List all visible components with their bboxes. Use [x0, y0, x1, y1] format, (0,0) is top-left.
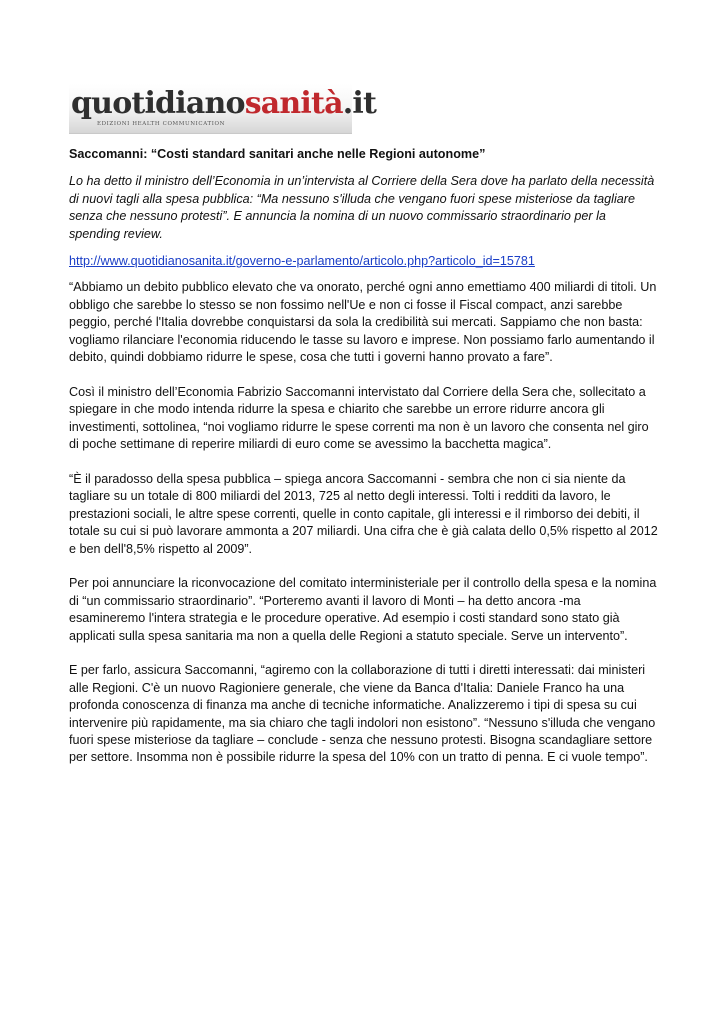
article — [69, 146, 659, 784]
article-paragraph-2: Così il ministro dell’Economia Fabrizio Saccomanni intervistato dal Corriere della Sera che, sollecitato a spiegare in che modo intenda ridurre la spesa e chiarito che sarebbe un errore ridurre ancora gli investimenti, sottolinea, “noi vogliamo ridurre le spese correnti ma non è un lavoro che consenta nel giro di poche settimane di reperire miliardi di euro come se avessimo la bacchetta magica”. — [69, 384, 649, 452]
logo-tagline: EDIZIONI HEALTH COMMUNICATION — [97, 121, 226, 127]
logo-wordmark — [71, 88, 376, 120]
logo-part-it: .it — [342, 86, 377, 121]
article-title: Saccomanni: “Costi standard sanitari anche nelle Regioni autonome” — [69, 147, 486, 161]
article-source-link[interactable]: http://www.quotidianosanita.it/governo-e-parlamento/articolo.php?articolo_id=15781 — [69, 254, 535, 269]
logo-part-quotidiano: quotidiano — [71, 86, 245, 121]
quotidianosanita-logo — [69, 84, 377, 134]
article-paragraph-3: “È il paradosso della spesa pubblica – spiega ancora Saccomanni - sembra che non ci sia niente da tagliare su un totale di 800 miliardi del 2013, 725 al netto degli interessi. Tolti i redditi da lavoro, le prestazioni sociali, le altre spese correnti, quelle in conto capitale, gli interessi e il rimborso dei debiti, il totale su cui si può lavorare ammonta a 207 miliardi. Una cifra che è già calata dello 0,5% rispetto al 2012 e ben dell'8,5% rispetto al 2009”. — [69, 471, 658, 556]
article-paragraph-1: “Abbiamo un debito pubblico elevato che va onorato, perché ogni anno emettiamo 400 miliardi di titoli. Un obbligo che sarebbe lo stesso se non fossimo nell'Ue e non ci fosse il Fiscal compact, anzi sarebbe peggio, perché l'Italia dovrebbe conquistarsi da sola la credibilità sui mercati. Sappiamo che non basta: vogliamo rilanciare l'economia riducendo le tasse su lavoro e imprese. Non possiamo farlo aumentando il debito, quindi dobbiamo ridurre le spese, cosa che tutti i governi hanno provato a fare”. — [69, 280, 657, 365]
article-paragraph-5: E per farlo, assicura Saccomanni, “agiremo con la collaborazione di tutti i diretti interessati: dai ministeri alle Regioni. C'è un nuovo Ragioniere generale, che viene da Banca d'Italia: Daniele Franco ha una profonda conoscenza di finanza ma anche di tecniche informatiche. Analizzeremo i tipi di spesa su cui intervenire più rapidamente, ma sia chiaro che tagli indolori non esistono”. “Nessuno s'illuda che vengano fuori spese misteriose da tagliare – conclude - senza che nessuno protesti. Bisogna scandagliare settore per settore. Insomma non è possibile ridurre la spesa del 10% con un tratto di penna. E ci vuole tempo”. — [69, 663, 656, 765]
article-lead: Lo ha detto il ministro dell’Economia in un’intervista al Corriere della Sera dove ha parlato della necessità di nuovi tagli alla spesa pubblica: “Ma nessuno s'illuda che vengano fuori spese misteriose da tagliare senza che nessuno protesti”. E annuncia la nomina di un nuovo commissario straordinario per la spending review. — [69, 174, 655, 241]
logo-part-sanita: sanità — [244, 86, 343, 121]
article-paragraph-4: Per poi annunciare la riconvocazione del comitato interministeriale per il controllo della spesa e la nomina di “un commissario straordinario”. “Porteremo avanti il lavoro di Monti – ha detto ancora -ma esamineremo l'intera strategia e le procedure operative. Ad esempio i costi standard sono stato già applicati sulla spesa sanitaria ma non a quella delle Regioni a statuto speciale. Serve un intervento”. — [69, 576, 657, 643]
